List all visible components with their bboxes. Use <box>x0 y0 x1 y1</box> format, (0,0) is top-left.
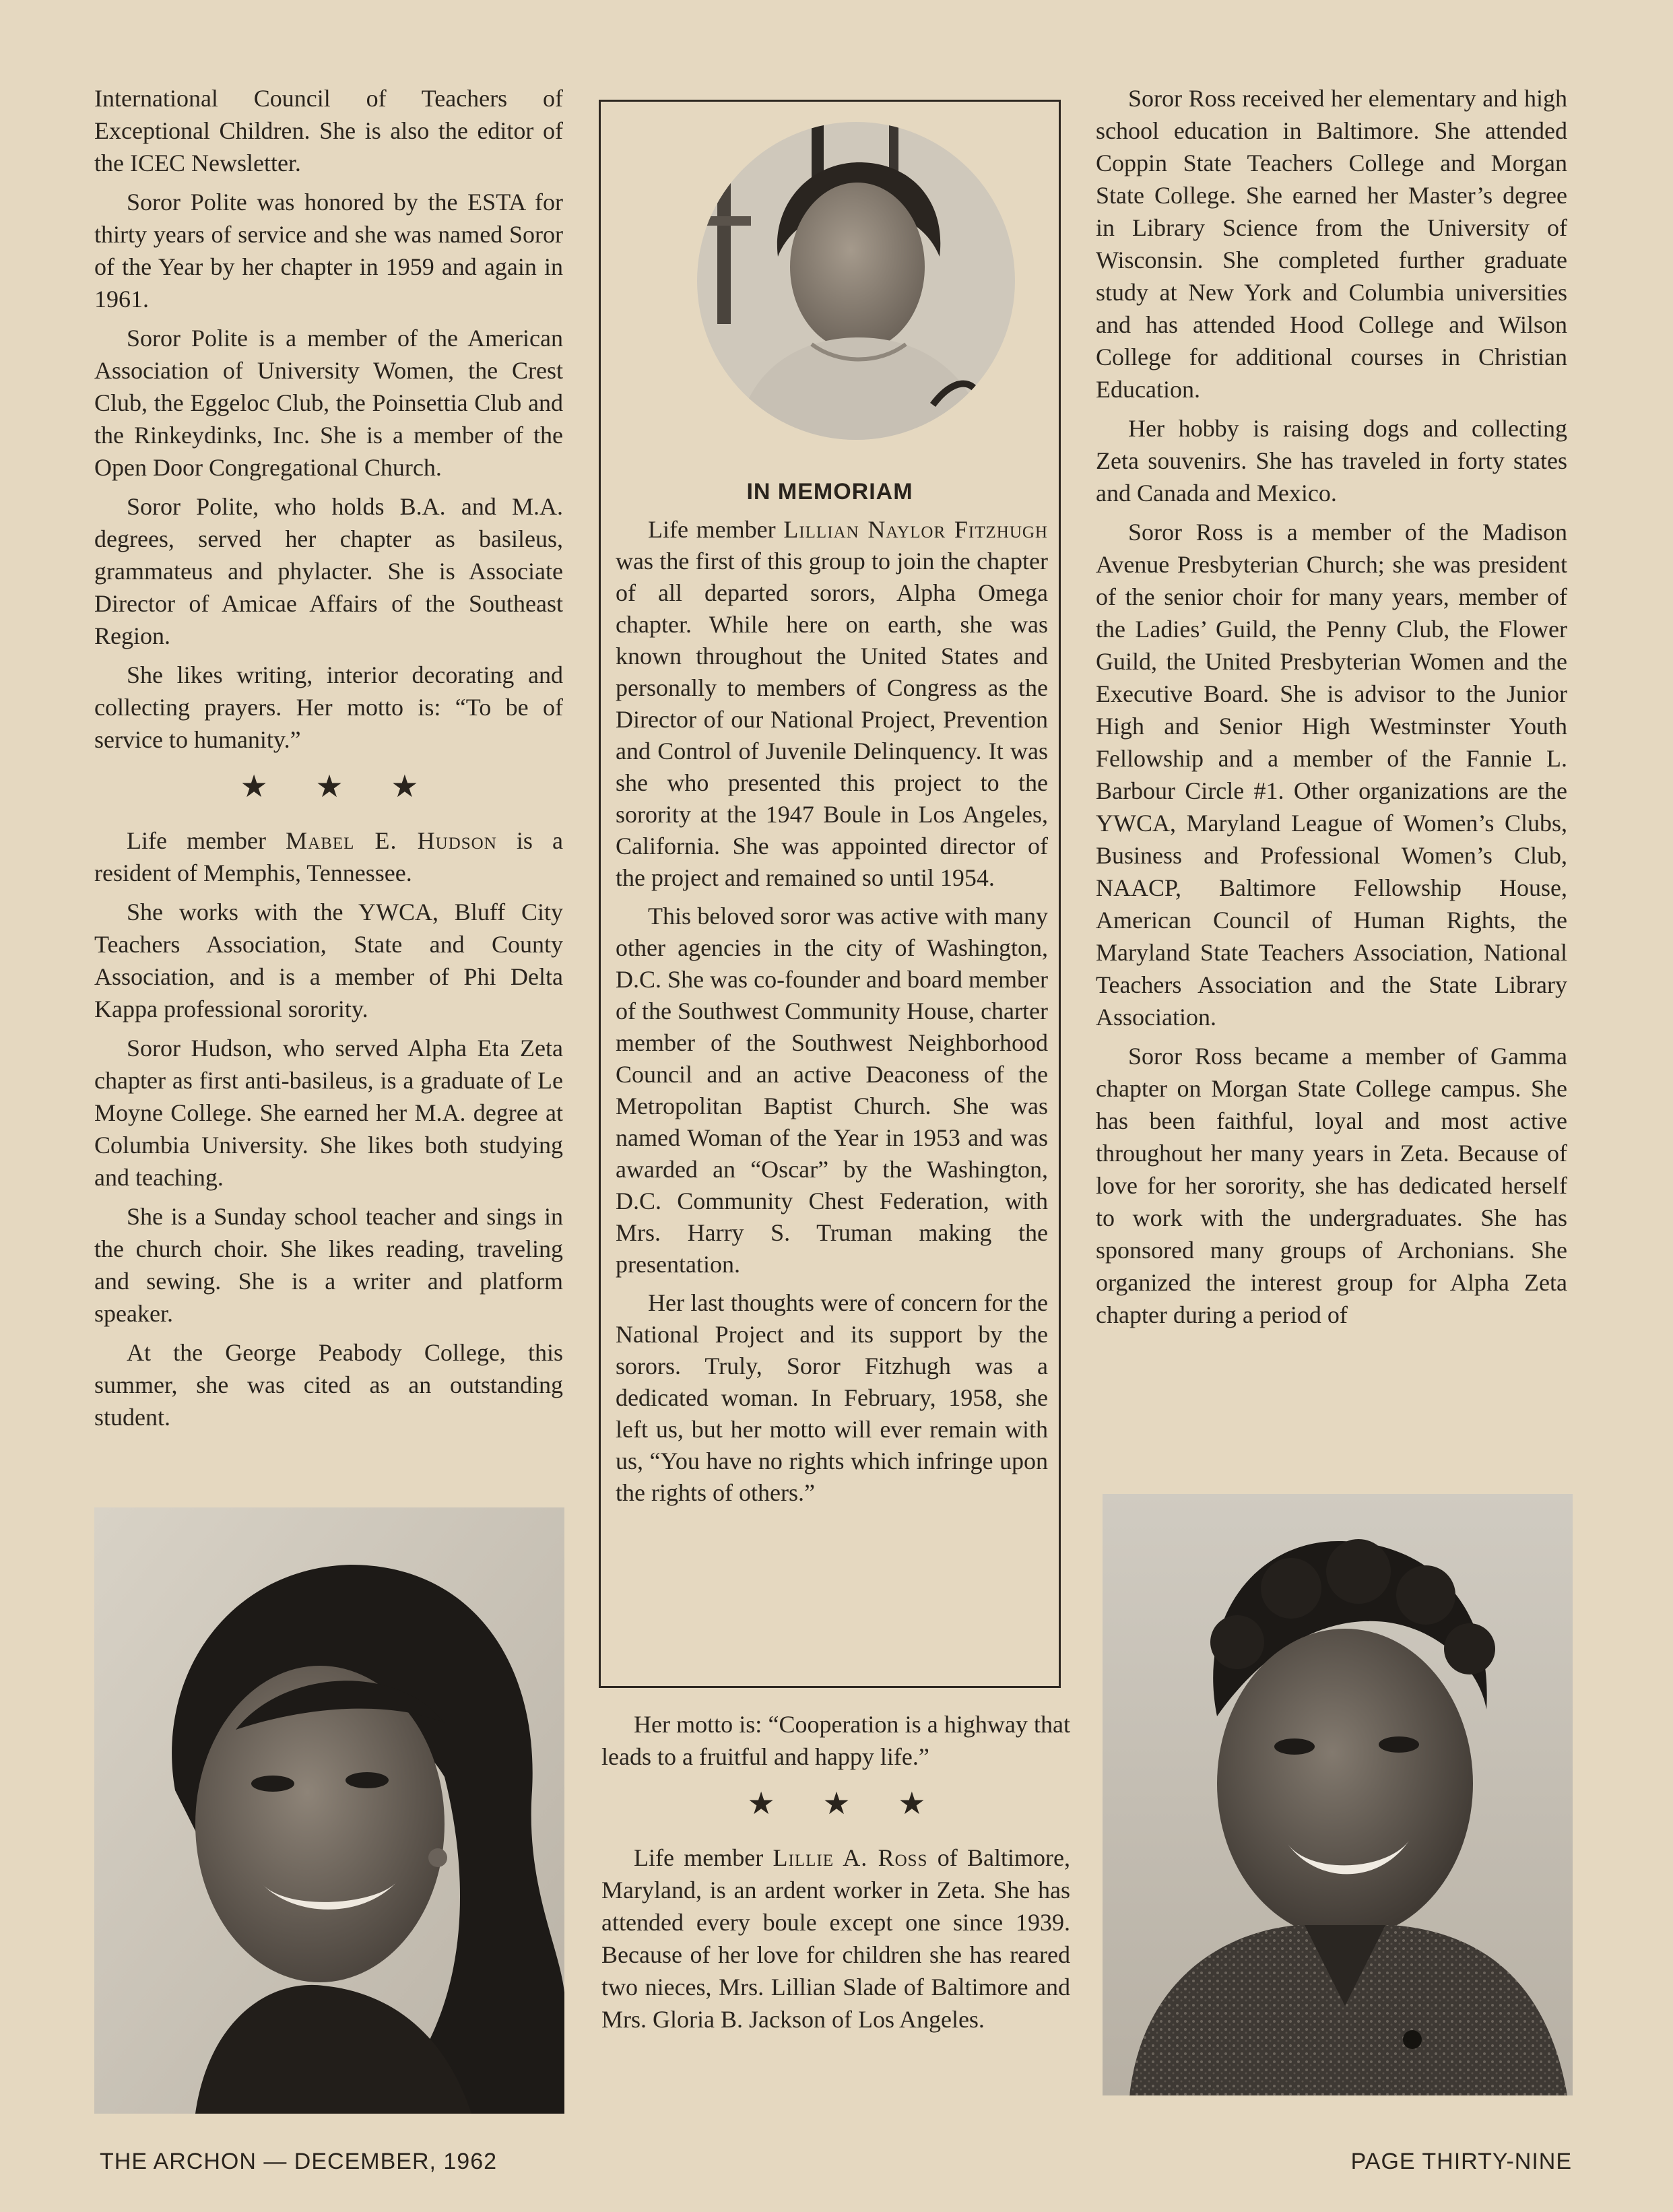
portrait-illustration <box>1103 1494 1573 2095</box>
portrait-illustration <box>697 122 1015 440</box>
paragraph: Her hobby is raising dogs and collecting Zeta souvenirs. She has traveled in forty states and Canada and Mexico. <box>1096 415 1567 507</box>
paragraph: She likes writing, interior decorating and collecting prayers. Her motto is: “To be of service to humanity.” <box>94 661 563 753</box>
portrait-illustration <box>94 1507 564 2114</box>
member-name: Lillie A. Ross <box>773 1844 928 1871</box>
text-fragment: Life member <box>634 1844 764 1871</box>
paragraph: At the George Peabody College, this summer, she was cited as an outstanding student. <box>94 1339 563 1431</box>
text-fragment: was the first of this group to join the chapter of all departed sorors, Alpha Omega chapter. While here on earth, she was known throughout the United States and personally to members of Congress as the Director of our National Project, Prevention and Control of Juvenile Delinquency. It was she who presented this project to the sorority at the 1947 Boule in Los Angeles, California. She was appointed director of the project and remained so until 1954. <box>616 548 1048 891</box>
footer-page-number: PAGE THIRTY-NINE <box>1350 2149 1572 2174</box>
paragraph: She works with the YWCA, Bluff City Teachers Association, State and County Association, and is a member of Phi Delta Kappa professional sorority. <box>94 899 563 1022</box>
paragraph: International Council of Teachers of Exceptional Children. She is also the editor of the ICEC Newsletter. <box>94 85 563 176</box>
paragraph-fitzhugh-intro <box>616 514 1048 894</box>
paragraph: Soror Polite was honored by the ESTA for thirty years of service and she was named Soror of the Year by her chapter in 1959 and again in 1961. <box>94 189 563 313</box>
column-right <box>1096 82 1567 1338</box>
text-fragment: Life member <box>127 827 267 854</box>
memoriam-heading: IN MEMORIAM <box>746 479 913 505</box>
paragraph: Her motto is: “Cooperation is a highway that leads to a fruitful and happy life.” <box>601 1711 1070 1770</box>
memoriam-text <box>616 514 1048 1516</box>
paragraph-hudson-intro <box>94 824 563 889</box>
star-divider: ★ ★ ★ <box>747 1785 945 1821</box>
text-fragment: is a resident of Memphis, Tennessee. <box>94 827 564 886</box>
paragraph: Her last thoughts were of concern for the National Project and its support by the sorors. Truly, Soror Fitzhugh was a dedicated woman. In February, 1958, she left us, but her motto will ever remain with us, “You have no rights which infringe upon the rights of others.” <box>616 1289 1048 1506</box>
paragraph: This beloved soror was active with many other agencies in the city of Washington, D.C. She was co-founder and board member of the Southwest Community House, charter member of the Southwest Neighborhood Council and an active Deaconess of the Metropolitan Baptist Church. She was named Woman of the Year in 1953 and was awarded an “Oscar” by the Washington, D.C. Community Chest Federation, with Mrs. Harry S. Truman making the presentation. <box>616 903 1048 1278</box>
paragraph: She is a Sunday school teacher and sings in the church choir. She likes reading, traveling and sewing. She is a writer and platform speaker. <box>94 1203 563 1327</box>
photo-lillie-ross <box>1103 1494 1573 2095</box>
footer-publication: THE ARCHON — DECEMBER, 1962 <box>100 2149 498 2174</box>
column-middle-lower <box>601 1708 1070 2042</box>
column-left <box>94 82 563 1440</box>
member-name: Lillian Naylor Fitzhugh <box>783 516 1048 543</box>
in-memoriam-box <box>599 100 1061 1688</box>
paragraph: Soror Ross received her elementary and high school education in Baltimore. She attended Coppin State Teachers College and Morgan State College. She earned her Master’s degree in Library Science from the University of Wisconsin. She completed further graduate study at New York and Columbia universities and has attended Hood College and Wilson College for additional courses in Christian Education. <box>1096 85 1567 403</box>
photo-mabel-hudson <box>94 1507 564 2114</box>
member-name: Mabel E. Hudson <box>286 827 497 854</box>
paragraph: Soror Polite is a member of the American Association of University Women, the Crest Club, the Eggeloc Club, the Poinsettia Club and the Rinkeydinks, Inc. She is a member of the Open Door Congregational Church. <box>94 325 563 481</box>
star-divider: ★ ★ ★ <box>240 768 438 804</box>
paragraph: Soror Polite, who holds B.A. and M.A. degrees, served her chapter as basileus, grammateus and phylacter. She is Associate Director of Amicae Affairs of the Southeast Region. <box>94 493 563 649</box>
paragraph: Soror Ross is a member of the Madison Avenue Presbyterian Church; she was president of the senior choir for many years, member of the Ladies’ Guild, the Penny Club, the Flower Guild, the United Presbyterian Women and the Executive Board. She is advisor to the Junior High and Senior High Westminster Youth Fellowship and a member of the Fannie L. Barbour Circle #1. Other organizations are the YWCA, Maryland League of Women’s Clubs, Business and Professional Women’s Club, NAACP, Baltimore Fellowship House, American Council of Human Rights, the Maryland State Teachers Association, National Teachers Association and the State Library Association. <box>1096 519 1567 1031</box>
text-fragment: Life member <box>648 516 776 543</box>
paragraph: Soror Ross became a member of Gamma chapter on Morgan State College campus. She has been faithful, loyal and most active throughout her many years in Zeta. Because of love for her sorority, she has dedicated herself to work with the undergraduates. She has sponsored many groups of Archonians. She organized the interest group for Alpha Zeta chapter during a period of <box>1096 1043 1567 1328</box>
text-fragment: of Baltimore, Maryland, is an ardent worker in Zeta. She has attended every boule except one since 1939. Because of her love for children she has reared two nieces, Mrs. Lillian Slade of Baltimore and Mrs. Gloria B. Jackson of Los Angeles. <box>601 1844 1070 2033</box>
photo-lillian-fitzhugh <box>697 122 1015 440</box>
paragraph: Soror Hudson, who served Alpha Eta Zeta chapter as first anti-basileus, is a graduate of Le Moyne College. She earned her M.A. degree at Columbia University. She likes both studying and teaching. <box>94 1035 563 1191</box>
paragraph-ross-intro <box>601 1842 1070 2036</box>
